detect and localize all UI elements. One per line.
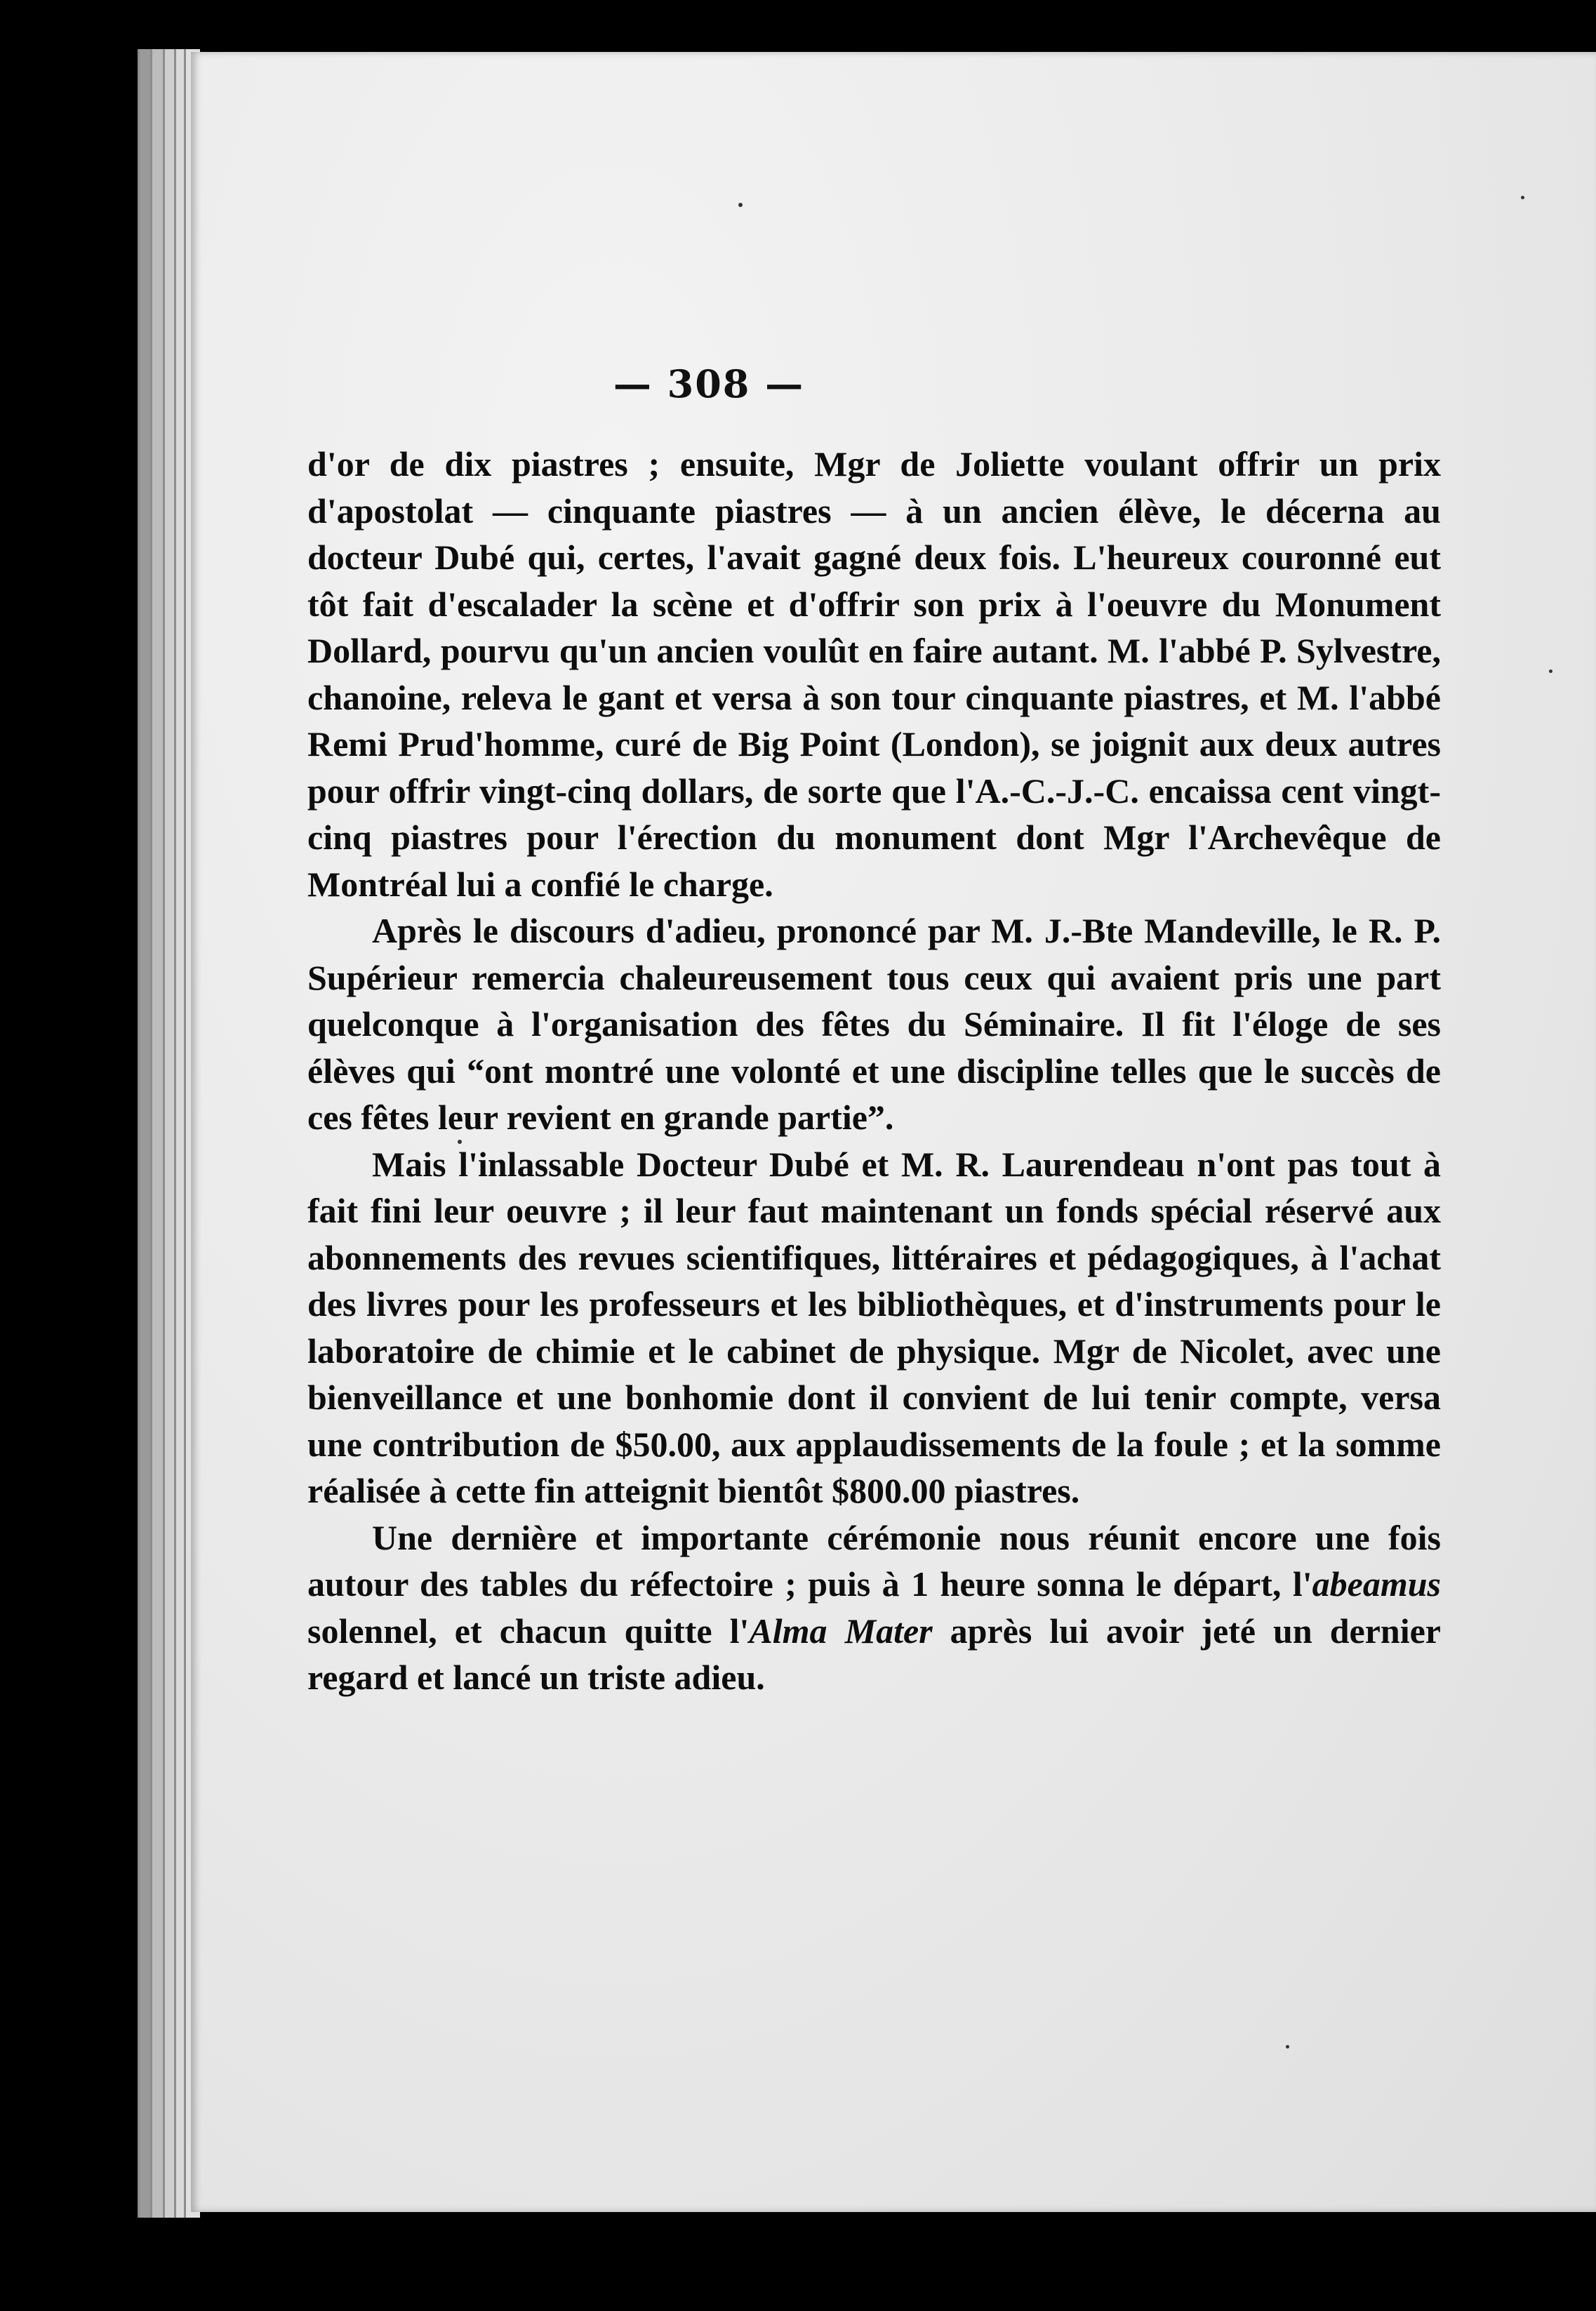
paragraph: d'or de dix piastres ; ensuite, Mgr de Joliette voulant offrir un prix d'apostolat — cinquante piastres — à un ancien élève, le décerna au docteur Dubé qui, certes, l'avait gagné deux fois. L'heureux couronné eut tôt fait d'escalader la scène et d'offrir son prix à l'oeuvre du Monument Dollard, pourvu qu'un ancien voulût en faire autant. M. l'abbé P. Sylvestre, chanoine, releva le gant et versa à son tour cinquante piastres, et M. l'abbé Remi Prud'homme, curé de Big Point (London), se joignit aux deux autres pour offrir vingt-cinq dollars, de sorte que l'A.-C.-J.-C. encaissa cent vingt-cinq piastres pour l'érection du monument dont Mgr l'Archevêque de Montréal lui a confié le charge. <box>307 444 1441 904</box>
dust-speck <box>1521 196 1524 199</box>
italic-term: Alma Mater <box>749 1611 933 1651</box>
paragraph-text: solennel, et chacun quitte l' <box>307 1611 750 1651</box>
paragraph: Après le discours d'adieu, prononcé par M. J.-Bte Mandeville, le R. P. Supérieur remercia chaleureusement tous ceux qui avaient pris une part quelconque à l'organisation des fêtes du Séminaire. Il fit l'éloge de ses élèves qui “ont montré une volonté et une discipline telles que le succès de ces fêtes leur revient en grande partie”. <box>307 911 1441 1137</box>
dust-speck <box>1286 2045 1289 2049</box>
paragraph-text: Une dernière et importante cérémonie nous réunit encore une fois autour des tables du réfectoire ; puis à 1 heure sonna le départ, l' <box>307 1517 1441 1604</box>
paragraph: Mais l'inlassable Docteur Dubé et M. R. Laurendeau n'ont pas tout à fait fini leur oeuvre ; il leur faut maintenant un fonds spécial réservé aux abonnements des revues scientifiques, littéraires et pédagogiques, à l'achat des livres pour les professeurs et les bibliothèques, et d'instruments pour le laboratoire de chimie et le cabinet de physique. Mgr de Nicolet, avec une bienveillance et une bonhomie dont il convient de lui tenir compte, versa une contribution de $50.00, aux applaudissements de la foule ; et la somme réalisée à cette fin atteignit bientôt $800.00 piastres. <box>307 1144 1441 1510</box>
italic-term: abeamus <box>1312 1564 1441 1604</box>
body-text <box>307 441 1441 1701</box>
dust-speck <box>1549 670 1552 673</box>
paragraph <box>307 1514 1441 1701</box>
paragraph-text: après lui avoir jeté un dernier regard et lancé un triste adieu. <box>307 1611 1441 1697</box>
dust-speck <box>738 203 743 207</box>
page-number: — 308 — <box>613 361 805 406</box>
